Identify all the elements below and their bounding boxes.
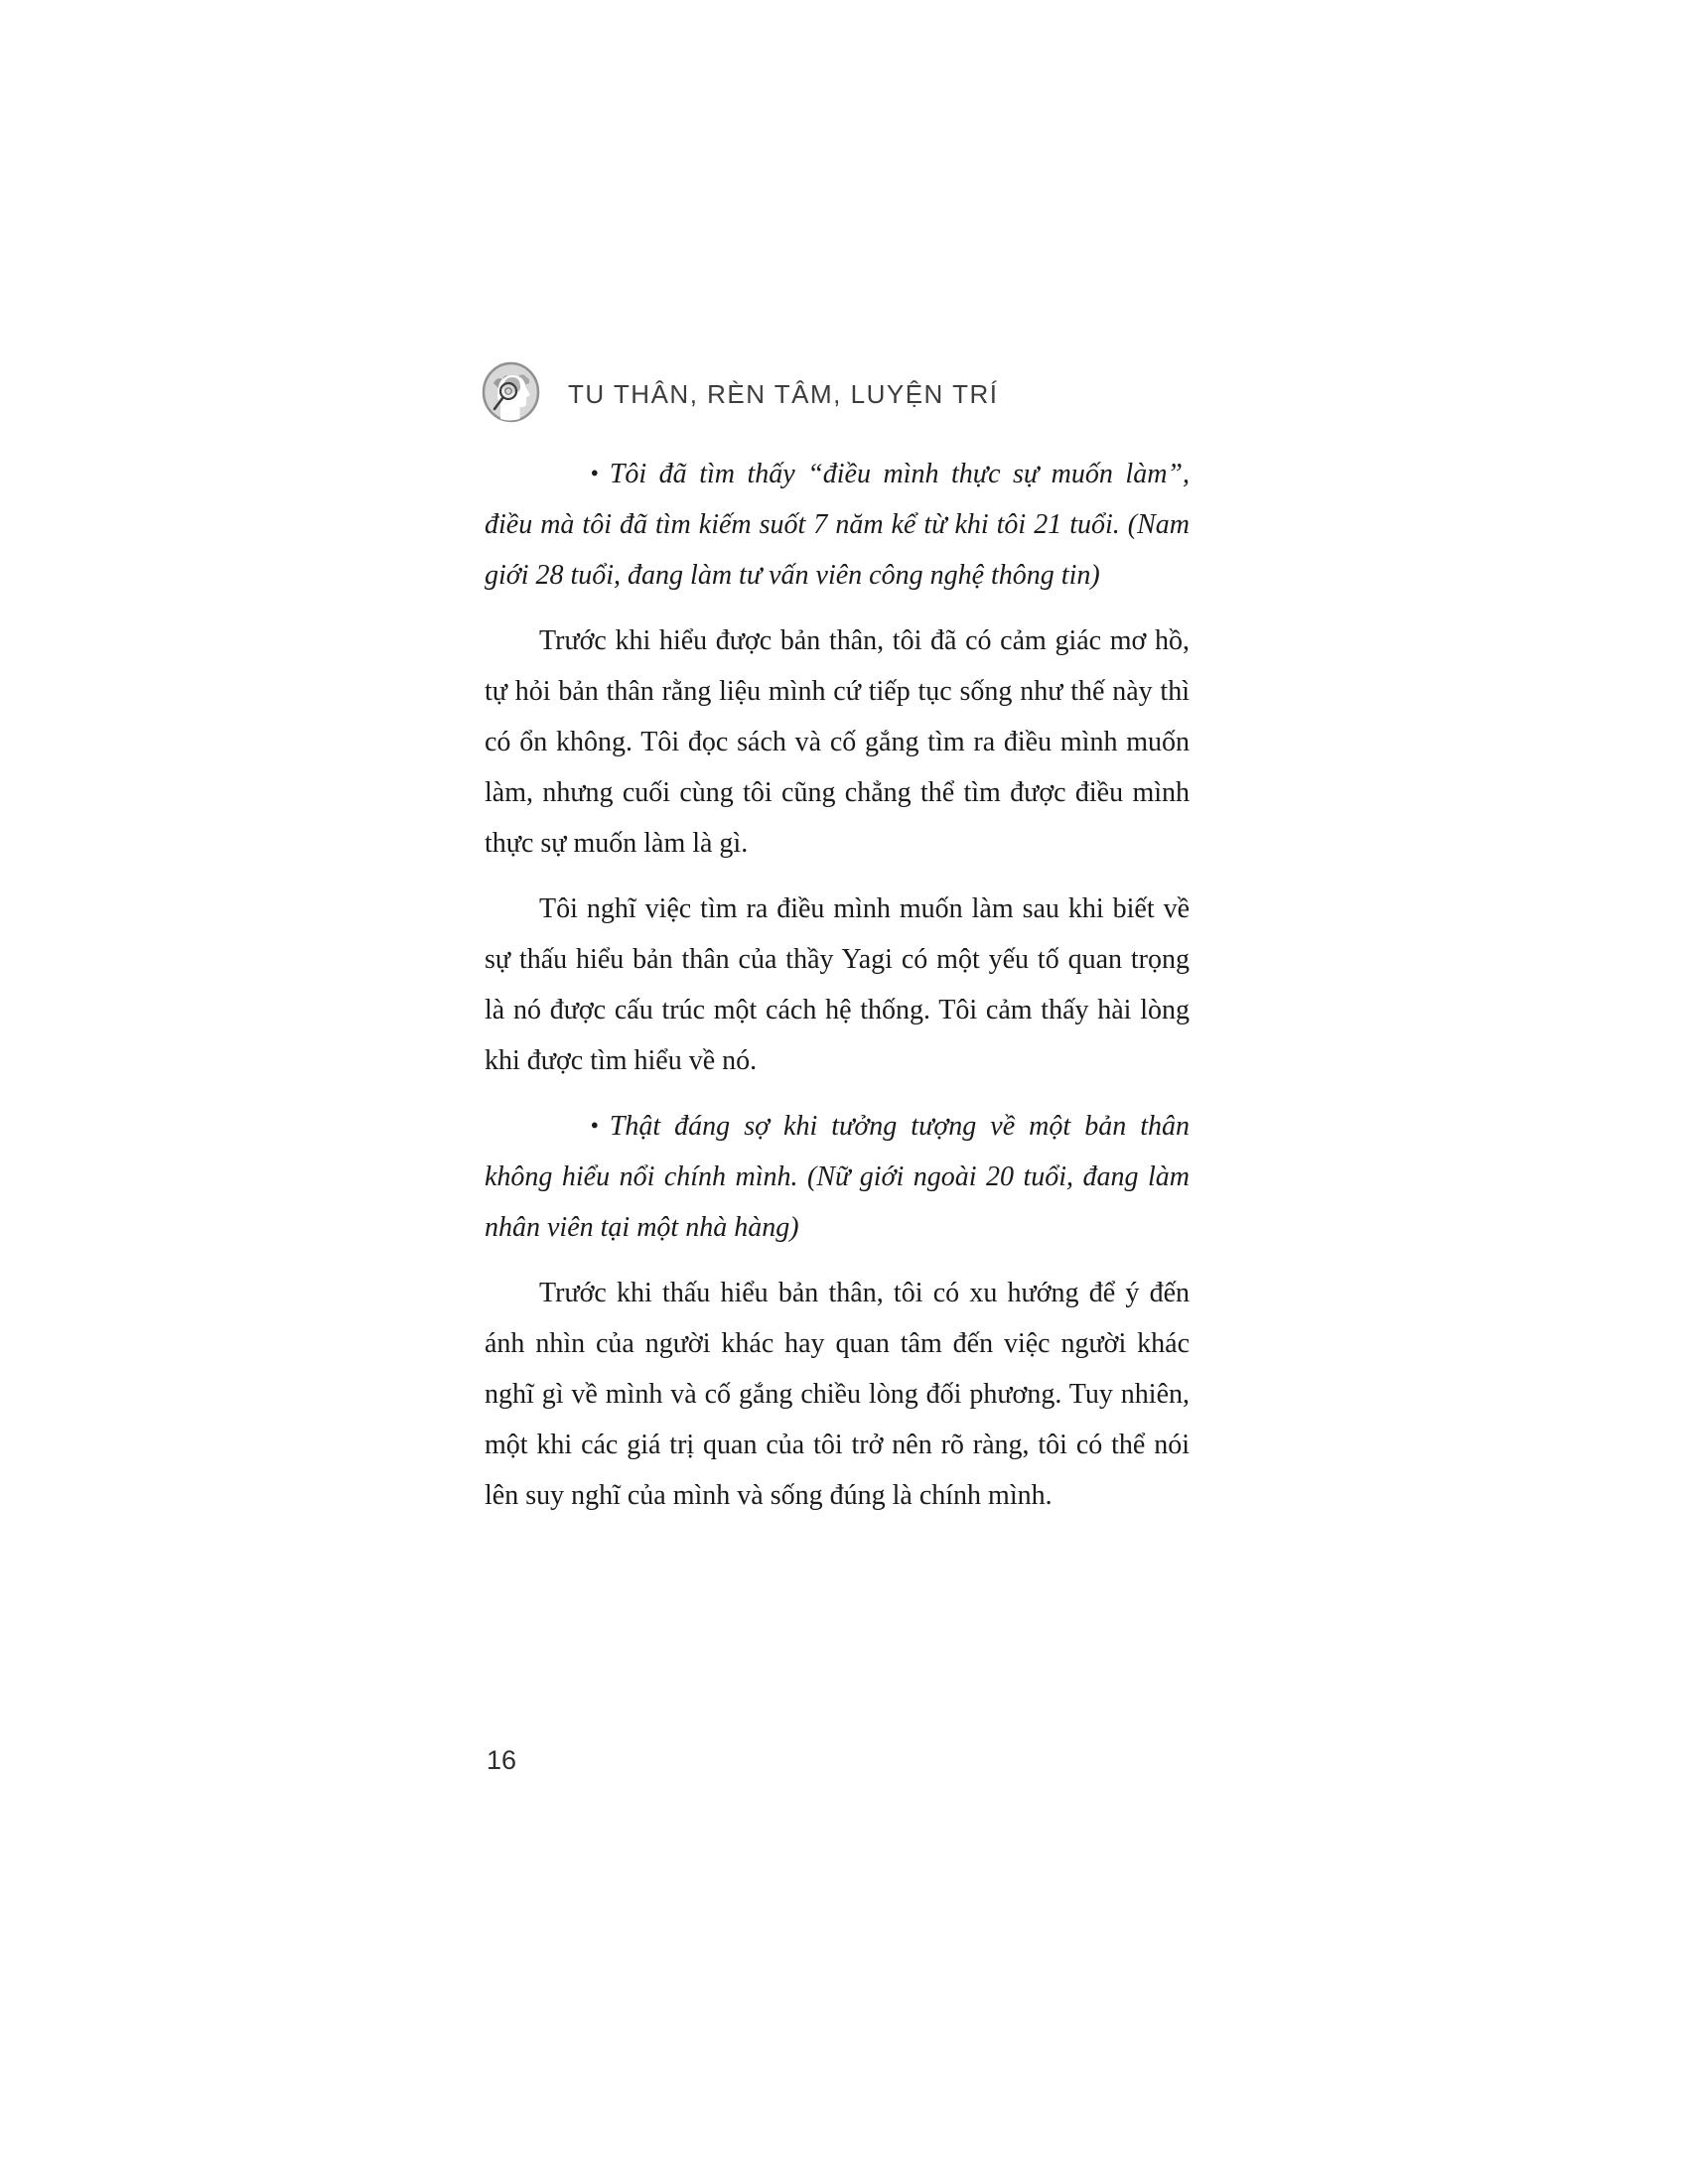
head-magnifier-logo-icon — [482, 361, 540, 423]
quote-paragraph — [485, 1101, 1190, 1253]
running-head-title: TU THÂN, RÈN TÂM, LUYỆN TRÍ — [568, 378, 999, 409]
bullet-marker: • — [590, 1113, 599, 1140]
body-paragraph: Tôi nghĩ việc tìm ra điều mình muốn làm sau khi biết về sự thấu hiểu bản thân của thầy Yagi có một yếu tố quan trọng là nó được cấu trúc một cách hệ thống. Tôi cảm thấy hài lòng khi được tìm hiểu về nó. — [485, 893, 1190, 1076]
body-paragraph: Trước khi thấu hiểu bản thân, tôi có xu hướng để ý đến ánh nhìn của người khác hay quan tâm đến việc người khác nghĩ gì về mình và cố gắng chiều lòng đối phương. Tuy nhiên, một khi các giá trị quan của tôi trở nên rõ ràng, tôi có thể nói lên suy nghĩ của mình và sống đúng là chính mình. — [485, 1278, 1190, 1511]
body-text-column — [485, 449, 1190, 1536]
quote-text: Thật đáng sợ khi tưởng tượng về một bản thân không hiểu nổi chính mình. (Nữ giới ngoài 20 tuổi, đang làm nhân viên tại một nhà hàng) — [485, 1111, 1190, 1243]
quote-text: Tôi đã tìm thấy “điều mình thực sự muốn làm”, điều mà tôi đã tìm kiếm suốt 7 năm kể từ khi tôi 21 tuổi. (Nam giới 28 tuổi, đang làm tư vấn viên công nghệ thông tin) — [485, 459, 1190, 591]
page-header — [482, 361, 998, 423]
body-paragraph: Trước khi hiểu được bản thân, tôi đã có cảm giác mơ hồ, tự hỏi bản thân rằng liệu mình cứ tiếp tục sống như thế này thì có ổn không. Tôi đọc sách và cố gắng tìm ra điều mình muốn làm, nhưng cuối cùng tôi cũng chẳng thể tìm được điều mình thực sự muốn làm là gì. — [485, 625, 1190, 859]
quote-paragraph — [485, 449, 1190, 601]
bullet-marker: • — [590, 461, 599, 487]
page-number: 16 — [487, 1745, 517, 1775]
